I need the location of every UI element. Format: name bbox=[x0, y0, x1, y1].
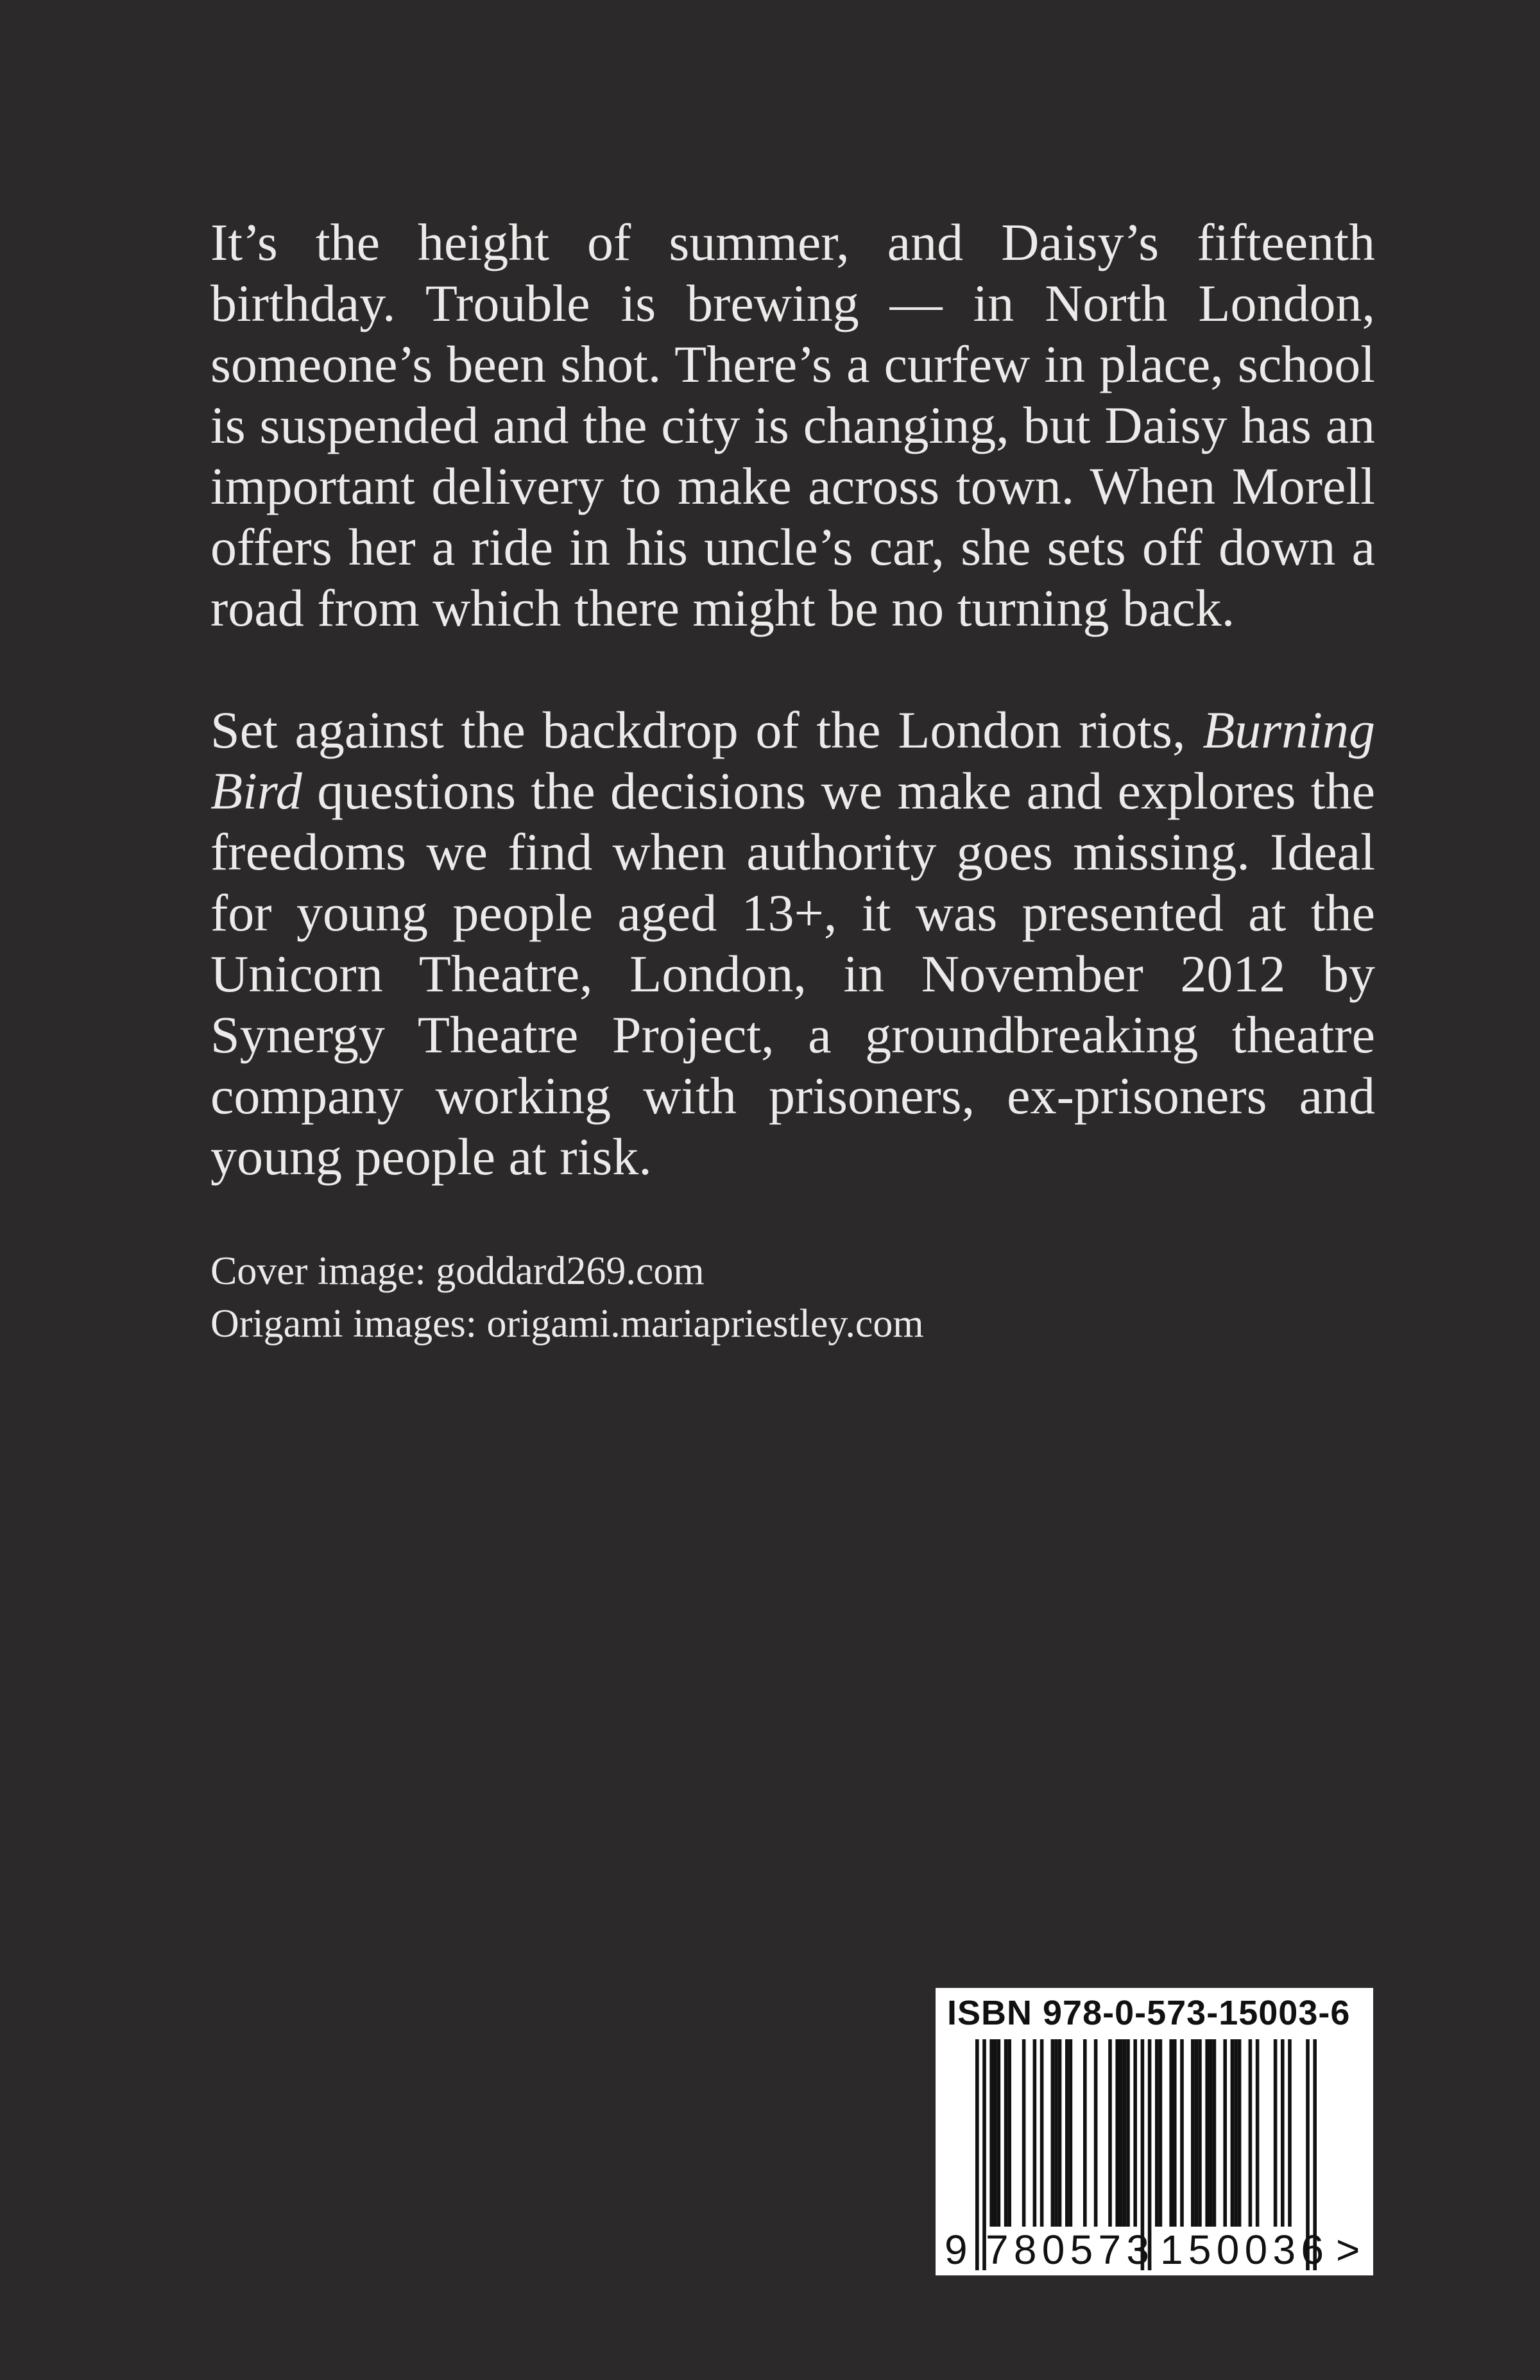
barcode-bar bbox=[1133, 2039, 1137, 2227]
barcode-bar bbox=[1256, 2039, 1260, 2227]
isbn-number: ISBN 978-0-573-15003-6 bbox=[947, 1994, 1351, 2032]
blurb bbox=[210, 212, 1375, 1187]
barcode-bar bbox=[1249, 2039, 1253, 2227]
barcode-bar bbox=[1123, 2039, 1127, 2227]
barcode-left-digits: 780573 bbox=[986, 2227, 1149, 2270]
barcode-bar bbox=[1155, 2039, 1159, 2227]
origami-images-credit: Origami images: origami.mariapriestley.com bbox=[210, 1302, 924, 1346]
barcode-right-digits: 150036 bbox=[1160, 2227, 1324, 2270]
barcode-bar bbox=[993, 2039, 997, 2227]
barcode-bar bbox=[1191, 2039, 1195, 2227]
barcode-bar bbox=[1054, 2039, 1058, 2227]
blurb-paragraph-1: It’s the height of summer, and Daisy’s fifteenth birthday. Trouble is brewing — in North London, someone’s been shot. There’s a curfew in place, school is suspended and the city is changing, but Daisy has an important delivery to make across town. When Morell offers her a ride in his uncle’s car, she sets off down a road from which there might be no turning back. bbox=[210, 213, 1375, 637]
blurb-paragraph-2-rest: questions the decisions we make and explores the freedoms we find when authority goes missing. Ideal for young people aged 13+, it was presented at the Unicorn Theatre, London, in November 2012 by Synergy Theatre Project, a groundbreaking theatre company working with prisoners, ex-prisoners and young people at risk. bbox=[210, 762, 1375, 1186]
barcode-bar bbox=[997, 2039, 1001, 2227]
barcode-bar bbox=[1094, 2039, 1098, 2227]
barcode-bar bbox=[1198, 2039, 1202, 2227]
barcode-bar bbox=[1180, 2039, 1184, 2227]
barcode-bar bbox=[1238, 2039, 1242, 2227]
barcode-bar bbox=[1274, 2039, 1278, 2227]
barcode-bar bbox=[1115, 2039, 1119, 2227]
blurb-paragraph-2 bbox=[210, 699, 1375, 1187]
barcode-bar bbox=[1058, 2039, 1062, 2227]
barcode-bar bbox=[1234, 2039, 1238, 2227]
barcode-bar bbox=[1004, 2039, 1008, 2227]
blurb-paragraph-2-lead: Set against the backdrop of the London riots, bbox=[210, 701, 1203, 759]
barcode-bar bbox=[1007, 2039, 1011, 2227]
barcode-bar bbox=[1195, 2039, 1199, 2227]
barcode-bar bbox=[1281, 2039, 1285, 2227]
image-credits bbox=[210, 1245, 1375, 1350]
play-title: Burning Bird bbox=[210, 701, 1375, 820]
barcode-bar bbox=[1040, 2039, 1044, 2227]
barcode-bar bbox=[1209, 2039, 1213, 2227]
barcode-bar bbox=[1205, 2039, 1209, 2227]
barcode-bar bbox=[1069, 2039, 1073, 2227]
barcode-bar bbox=[1288, 2039, 1292, 2227]
barcode-bar bbox=[1213, 2039, 1217, 2227]
barcode-bar bbox=[1173, 2039, 1177, 2227]
barcode-bar bbox=[1223, 2039, 1227, 2227]
barcode-bar bbox=[1033, 2039, 1037, 2227]
barcode-bar bbox=[1126, 2039, 1130, 2227]
barcode-bar bbox=[1159, 2039, 1163, 2227]
barcode-bar bbox=[1231, 2039, 1235, 2227]
barcode-quiet-zone-mark: > bbox=[1336, 2227, 1360, 2270]
barcode-digits bbox=[942, 2224, 1367, 2270]
barcode-bar bbox=[1065, 2039, 1069, 2227]
barcode-bar bbox=[1083, 2039, 1087, 2227]
barcode-bar bbox=[989, 2039, 993, 2227]
isbn-barcode bbox=[936, 1988, 1373, 2275]
barcode-lead-digit: 9 bbox=[945, 2227, 968, 2270]
barcode-bar bbox=[1169, 2039, 1173, 2227]
barcode-bar bbox=[1108, 2039, 1112, 2227]
cover-image-credit: Cover image: goddard269.com bbox=[210, 1249, 705, 1293]
barcode-bar bbox=[1051, 2039, 1055, 2227]
barcode-bar bbox=[1022, 2039, 1026, 2227]
barcode-bar bbox=[1119, 2039, 1123, 2227]
